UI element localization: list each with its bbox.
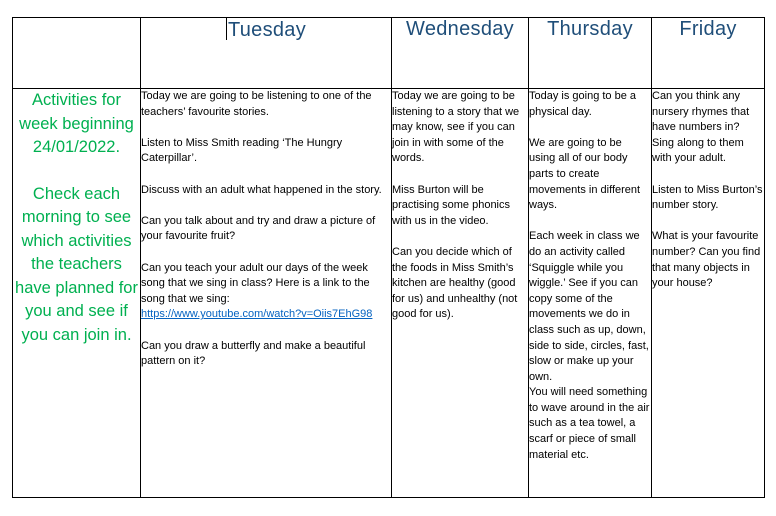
day-header-friday [652,18,765,89]
day-header-tuesday [141,18,392,89]
friday-text-4: What is your favourite number? Can you find that many objects in your house? [652,230,761,290]
tuesday-text-6: Can you draw a butterfly and make a beautiful pattern on it? [141,339,366,368]
day-label: Friday [679,18,737,40]
day-header-thursday [529,18,652,89]
tuesday-text-2: Listen to Miss Smith reading ‘The Hungry Caterpillar’. [141,136,343,165]
tuesday-text-3: Discuss with an adult what happened in the story. [141,183,382,196]
wednesday-text-1: Today we are going to be listening to a story that we may know, see if you can join in with some of the words. [392,90,520,165]
thursday-text-3: Each week in class we do an activity called ‘Squiggle while you wiggle.’ See if you can copy some of the movements we do in class such as up, down, side to side, circles, fast, slow or make up your own. [529,230,649,383]
instructions-text: Check each morning to see which activities the teachers have planned for you and see if you can join in. [15,184,138,344]
intro-cell [13,89,141,498]
friday-text-1: Can you think any nursery rhymes that have numbers in? [652,90,750,134]
wednesday-cell [392,89,529,498]
thursday-text-1: Today is going to be a physical day. [529,90,637,118]
text-cursor [226,18,227,40]
wednesday-text-2: Miss Burton will be practising some phonics with us in the video. [392,183,511,227]
wednesday-text-3: Can you decide which of the foods in Miss Smith’s kitchen are healthy (good for us) and unhealthy (not good for us). [392,245,518,321]
empty-corner-cell [13,18,141,89]
weekly-activity-table [12,17,765,498]
tuesday-text-4: Can you talk about and try and draw a picture of your favourite fruit? [141,214,376,243]
tuesday-text-5: Can you teach your adult our days of the week song that we sing in class? Here is a link to the song that we sing: [141,261,370,305]
friday-text-3: Listen to Miss Burton’s number story. [652,183,763,212]
day-label: Thursday [547,18,633,40]
day-header-wednesday [392,18,529,89]
day-label: Wednesday [406,18,514,40]
thursday-cell [529,89,652,498]
days-of-week-song-link[interactable]: https://www.youtube.com/watch?v=Oiis7EhG98 [141,308,373,321]
friday-text-2: Sing along to them with your adult. [652,136,744,165]
friday-cell [652,89,765,498]
tuesday-text-1: Today we are going to be listening to one of the teachers’ favourite stories. [141,90,372,118]
thursday-text-4: You will need something to wave around in the air such as a tea towel, a scarf or piece of small material etc. [529,386,650,461]
tuesday-cell [141,89,392,498]
week-beginning-text: Activities for week beginning 24/01/2022. [19,91,134,156]
thursday-text-2: We are going to be using all of our body parts to create movements in different ways. [529,136,641,212]
header-row [13,18,765,89]
activities-row [13,89,765,498]
day-label: Tuesday [227,19,307,41]
